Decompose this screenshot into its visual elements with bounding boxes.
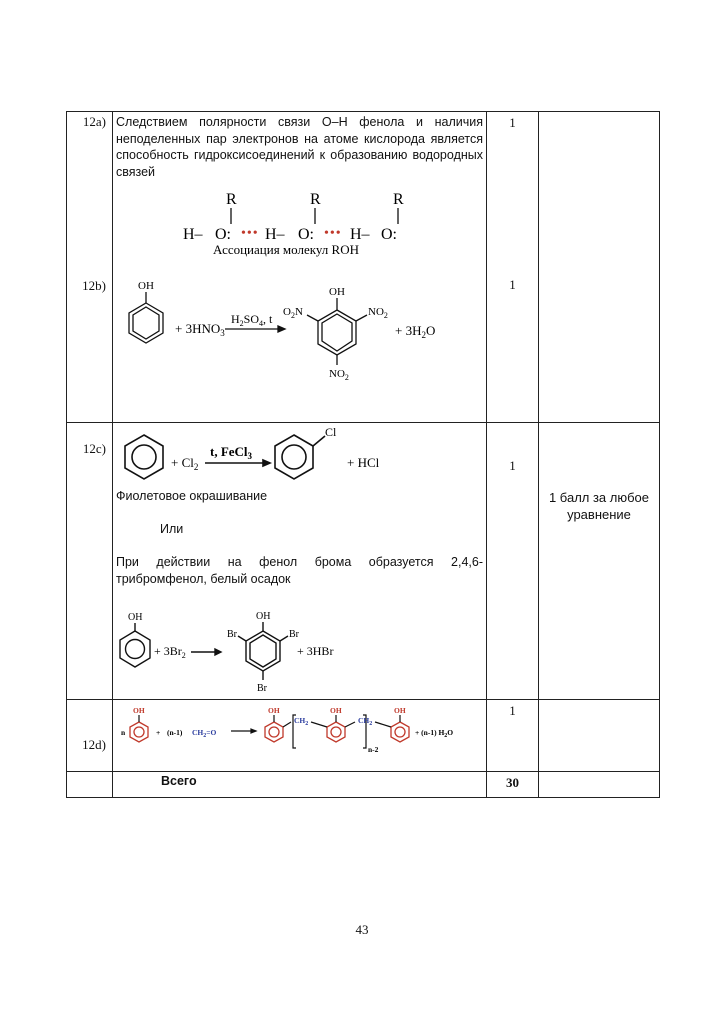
points-cell-12d [487,700,539,772]
no2-bottom-sub: 2 [344,373,349,382]
n-coefficient: n [121,728,126,737]
row-12c [67,423,660,700]
formaldehyde-sub: 2 [203,733,207,739]
phenol-oh-2: OH [128,612,143,623]
hbr-product: + 3HBr [297,644,334,658]
row-12ab [67,112,660,423]
h-atom-1: H– [183,226,203,243]
no2-right-sub: 2 [383,311,388,320]
chlorination-equation [113,423,487,487]
nitration-equation [113,278,487,388]
violet-text: Фиолетовое окрашивание [116,489,268,503]
condition-h: H [231,312,240,326]
condition-t: , t [263,312,273,326]
fecl3-condition: t, FeCl [210,444,248,459]
o-atom-3: O: [381,226,397,243]
content-cell-12d [113,700,487,772]
o-atom-1: O: [215,226,231,243]
formaldehyde-coef: (n-1) [167,728,183,737]
hbond-dots-2: ••• [324,226,342,241]
polymer-oh-1: OH [268,706,280,715]
svg-text:t, FeCl3 [210,444,253,461]
label-cell-12d [67,700,113,772]
chlorine-reagent: + Cl [171,455,194,470]
association-caption: Ассоциация молекул ROH [213,242,359,257]
label-12b: 12b) [82,278,106,293]
repeat-index: n-2 [368,745,379,754]
comment-12c: 1 балл за любое уравнение [548,490,650,522]
ch2-bridge-1: CH [294,716,306,725]
water-o-12d: O [447,728,454,737]
comment-cell-12c [539,423,660,700]
svg-text:+ 3H2O [395,323,435,340]
total-points: 30 [506,775,519,790]
h-atom-2: H– [265,226,285,243]
label-12c: 12с) [82,441,106,456]
no2-right: NO [368,306,384,318]
svg-text:O2N [283,306,303,320]
points-12d: 1 [509,703,516,718]
picric-oh: OH [329,286,345,298]
o2n-n: N [294,306,303,318]
h-atom-3: H– [350,226,370,243]
phenol-oh: OH [138,280,154,292]
condition-sub-1: 2 [239,319,244,328]
water-product: + 3H [395,323,422,338]
tribromophenol-oh: OH [256,611,271,622]
svg-text:CH2 [294,716,308,727]
polycondensation-equation [113,700,487,770]
answer-table [66,111,660,798]
polymer-oh-3: OH [394,706,406,715]
row-total [67,772,660,798]
label-cell-total [67,772,113,798]
total-label-cell [113,772,487,798]
plus-sign: + [156,728,161,737]
br-bottom: Br [257,683,267,694]
no2-bottom: NO [329,368,345,380]
svg-text:+ Cl2 [171,455,198,472]
comment-cell-total [539,772,660,798]
content-cell-12c [113,423,487,700]
association-diagram [113,186,487,266]
r-label-2: R [310,191,321,208]
condition-so: SO [243,312,260,326]
fecl3-sub: 3 [247,451,253,461]
row-12d [67,700,660,772]
condition-sub-2: 4 [259,319,264,328]
points-12c: 1 [509,458,516,473]
svg-text:NO2 [329,368,349,382]
br-right: Br [289,629,299,640]
polarity-text: Следствием полярности связи О–Н фенола и наличия неподеленных пар электронов на атоме кислорода является способность гидроксисоединений к образованию водородных связей [116,115,483,179]
o2n-sub: 2 [290,311,295,320]
total-points-cell [487,772,539,798]
hbond-dots-1: ••• [241,226,259,241]
svg-text:CH2 [358,716,372,727]
formaldehyde-ch: CH [192,728,204,737]
or-text: Или [160,522,184,536]
bromine-text: При действии на фенол брома образуется 2,4,6-трибромфенол, белый осадок [116,555,483,586]
nitric-acid-sub: 3 [220,328,225,338]
page-number: 43 [355,922,369,937]
label-12d: 12d) [82,737,106,752]
svg-text:+ 3HNO3 [175,321,225,338]
r-label-3: R [393,191,404,208]
points-cell-12c [487,423,539,700]
bromine-reagent: + 3Br [154,644,182,658]
content-cell-12ab [113,112,487,423]
hcl-product: + HCl [347,455,380,470]
svg-text:CH2=O [192,728,217,739]
ch2-bridge-2-sub: 2 [369,721,373,727]
points-cell-12ab [487,112,539,423]
points-12a: 1 [509,115,516,130]
ch2-bridge-1-sub: 2 [305,721,309,727]
label-cell-12c [67,423,113,700]
label-cell-12ab [67,112,113,423]
br-left: Br [227,629,237,640]
formaldehyde-o: =O [206,728,217,737]
nitric-acid: + 3HNO [175,321,221,336]
label-12a: 12а) [82,114,106,129]
ch2-bridge-2: CH [358,716,370,725]
bromination-equation [113,595,487,695]
svg-text:+ (n-1) H2O [415,728,453,739]
monomer-oh: OH [133,706,145,715]
water-o: O [425,323,436,338]
comment-cell-12ab [539,112,660,423]
polymer-oh-2: OH [330,706,342,715]
r-label-1: R [226,191,237,208]
bromine-sub: 2 [181,651,186,660]
total-label: Всего [161,774,197,788]
chlorobenzene-cl: Cl [325,425,337,439]
o2n-left: O [283,306,291,318]
water-sub-12d: 2 [444,733,448,739]
svg-text:H2SO4, t [231,312,273,328]
comment-cell-12d [539,700,660,772]
points-12b: 1 [509,277,516,292]
chlorine-sub: 2 [193,462,199,472]
svg-text:NO2 [368,306,388,320]
o-atom-2: O: [298,226,314,243]
water-coef: + (n-1) H [415,728,445,737]
svg-text:+ 3Br2 [154,644,186,660]
water-sub: 2 [421,330,426,340]
